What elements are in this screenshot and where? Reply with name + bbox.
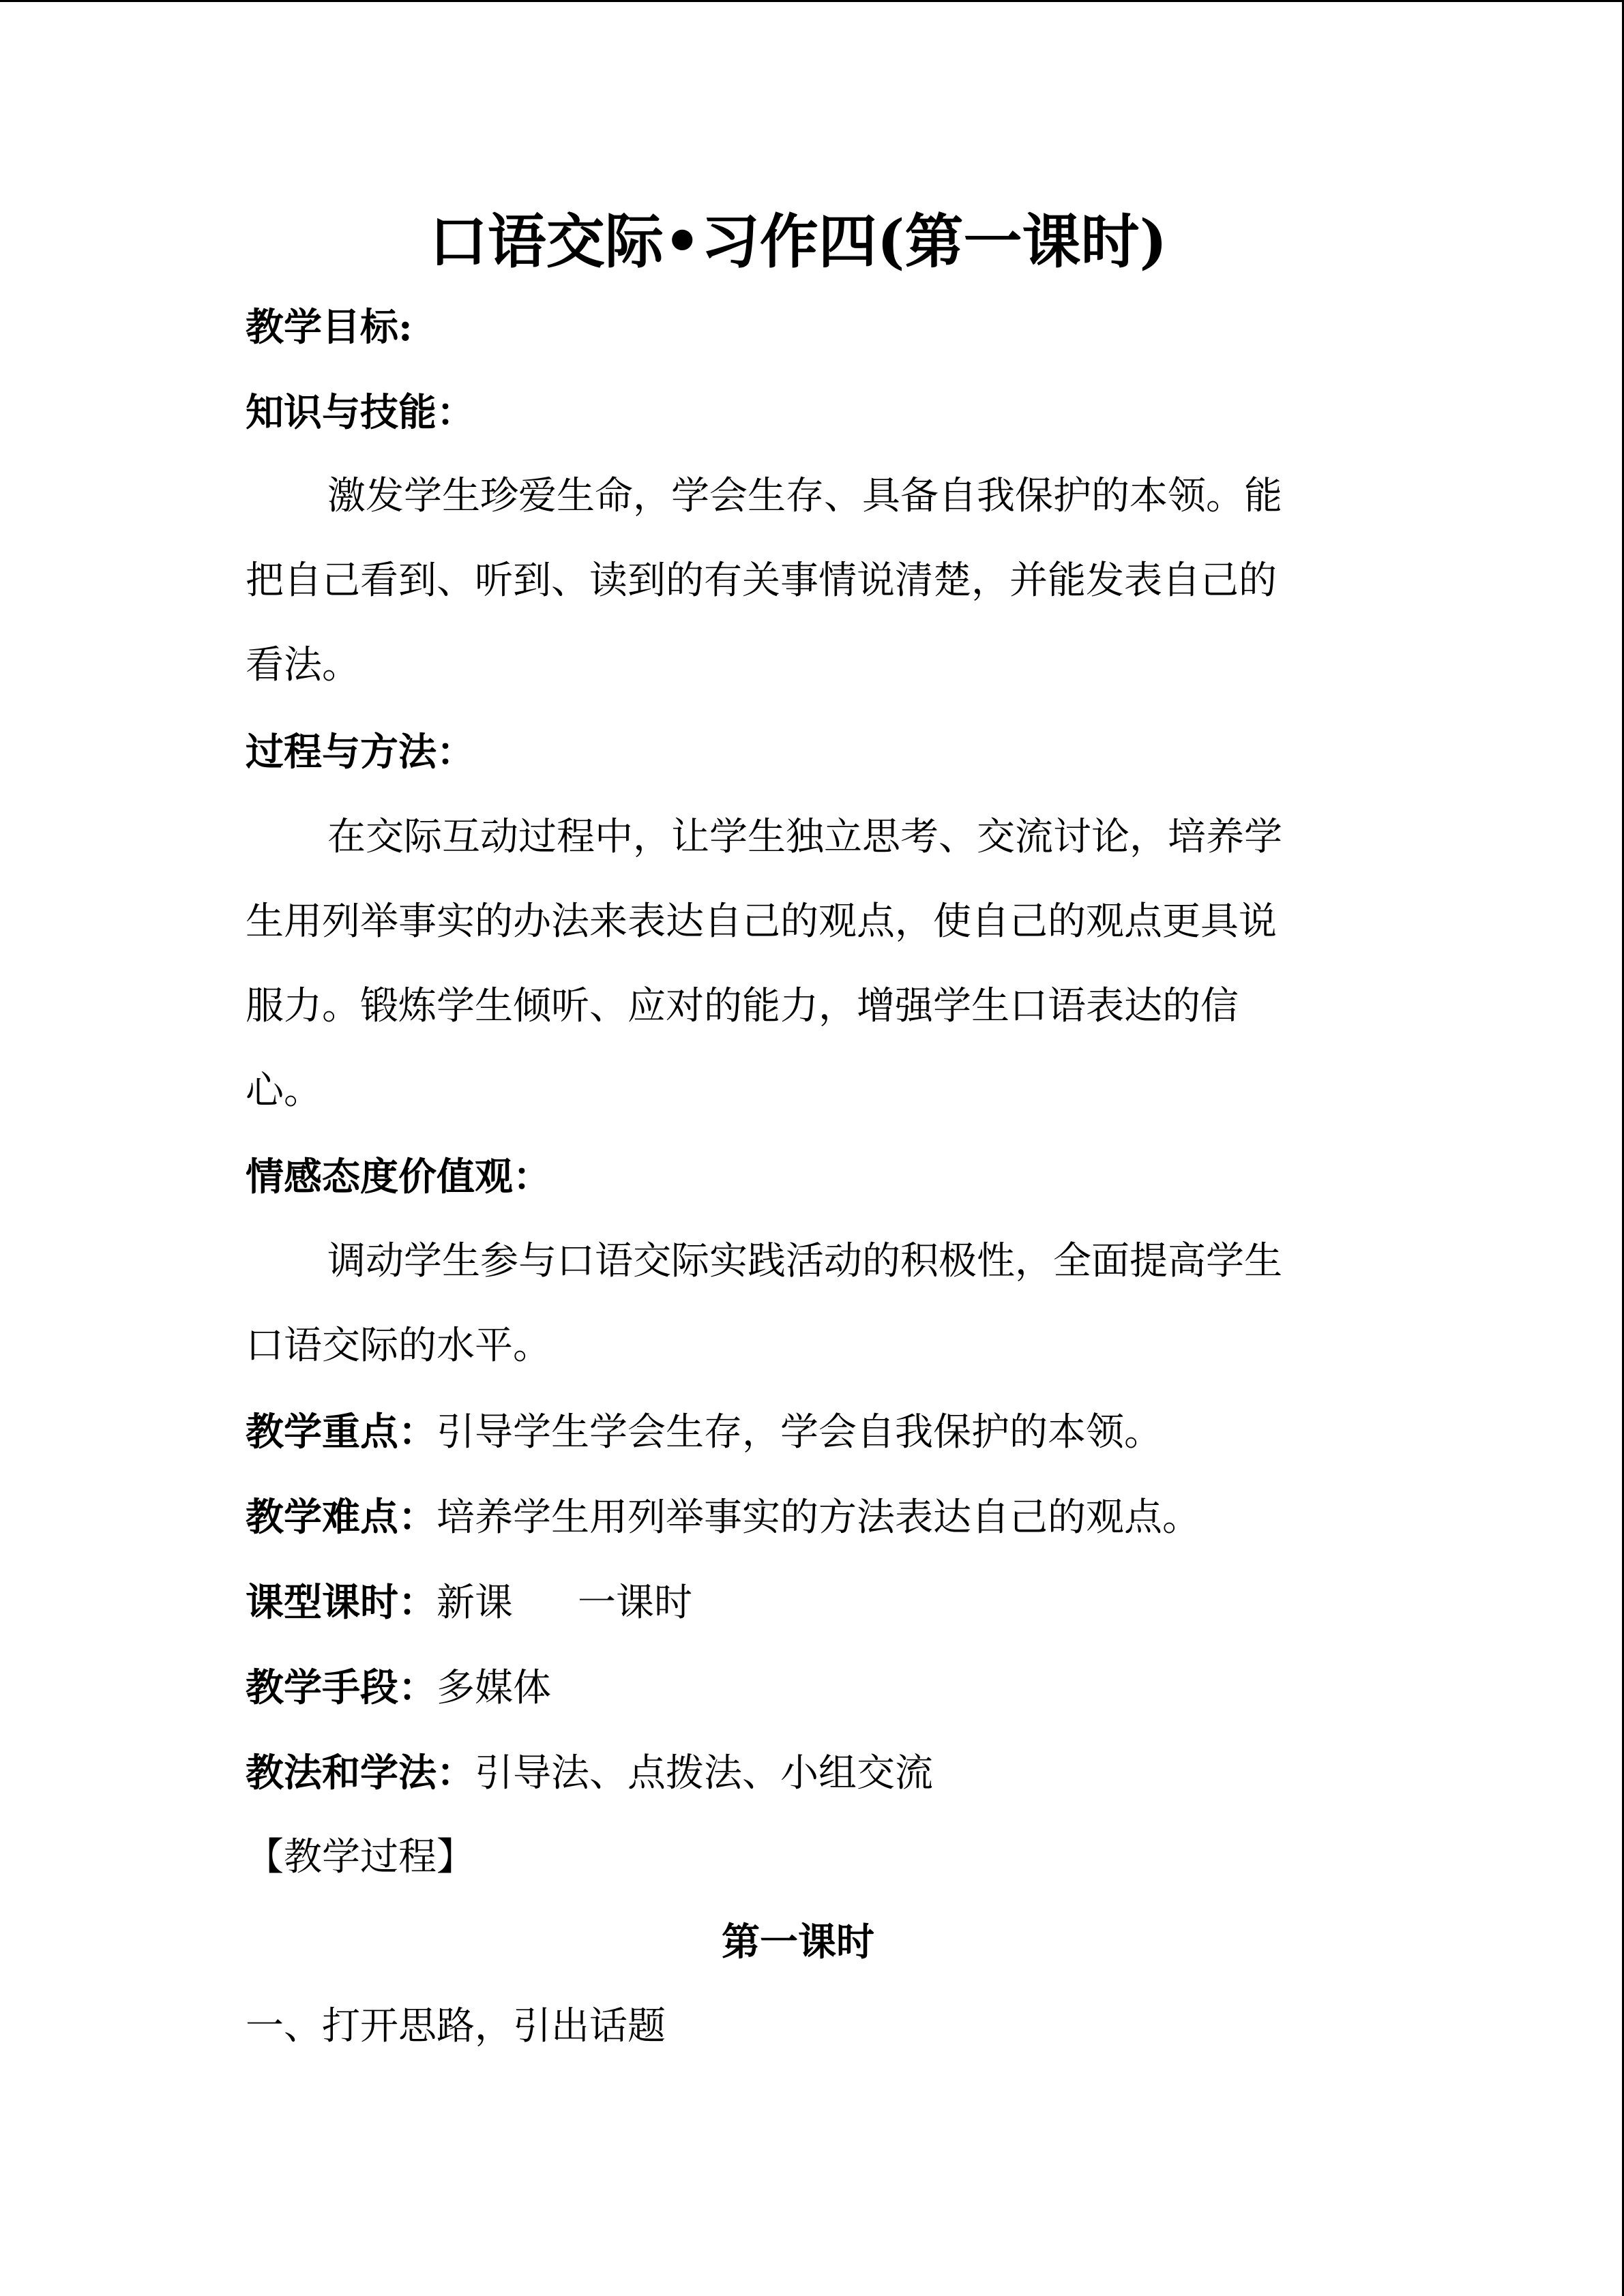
emotion-line-1: 调动学生参与口语交际实践活动的积极性，全面提高学生: [327, 1239, 1282, 1283]
teaching-means-row: [246, 1660, 1350, 1716]
process-heading: 过程与方法：: [246, 730, 475, 775]
key-point-label: 教学重点：: [246, 1410, 437, 1455]
lesson-type-value: 新课: [437, 1581, 513, 1625]
methods-row: [246, 1746, 1350, 1801]
document-title: 口语交际•习作四(第一课时): [428, 207, 1168, 276]
methods-label: 教法和学法：: [246, 1750, 475, 1795]
process-line-1: 在交际互动过程中，让学生独立思考、交流讨论，培养学: [327, 815, 1282, 859]
lesson-heading: 第一课时: [722, 1920, 874, 1965]
difficulty-label: 教学难点：: [246, 1495, 437, 1540]
emotion-line-2: 口语交际的水平。: [246, 1324, 551, 1368]
objectives-heading: 教学目标:: [246, 305, 413, 350]
process-line-4: 心。: [246, 1069, 322, 1113]
lesson-type-row: [246, 1575, 1350, 1630]
knowledge-heading: 知识与技能：: [246, 390, 475, 435]
key-point-value: 引导学生学会生存，学会自我保护的本领。: [437, 1410, 1162, 1455]
difficulty-value: 培养学生用列举事实的方法表达自己的观点。: [437, 1495, 1200, 1540]
process-section-label: 【教学过程】: [246, 1835, 475, 1879]
difficulty-row: [246, 1490, 1350, 1545]
lesson-hours-value: 一课时: [578, 1581, 692, 1625]
page-border-top: [0, 0, 1624, 2]
emotion-heading: 情感态度价值观：: [246, 1154, 551, 1199]
teaching-means-value: 多媒体: [437, 1666, 551, 1710]
step-one: 一、打开思路，引出话题: [246, 2004, 666, 2048]
lesson-type-label: 课型课时：: [246, 1580, 437, 1625]
key-point-row: [246, 1405, 1350, 1460]
knowledge-line-1: 激发学生珍爱生命，学会生存、具备自我保护的本领。能: [327, 474, 1282, 518]
process-line-3: 服力。锻炼学生倾听、应对的能力，增强学生口语表达的信: [246, 984, 1239, 1028]
methods-value: 引导法、点拨法、小组交流: [475, 1751, 933, 1795]
knowledge-line-2: 把自己看到、听到、读到的有关事情说清楚，并能发表自己的: [246, 558, 1277, 603]
process-line-2: 生用列举事实的办法来表达自己的观点，使自己的观点更具说: [246, 899, 1277, 944]
teaching-means-label: 教学手段：: [246, 1665, 437, 1710]
knowledge-line-3: 看法。: [246, 643, 360, 687]
